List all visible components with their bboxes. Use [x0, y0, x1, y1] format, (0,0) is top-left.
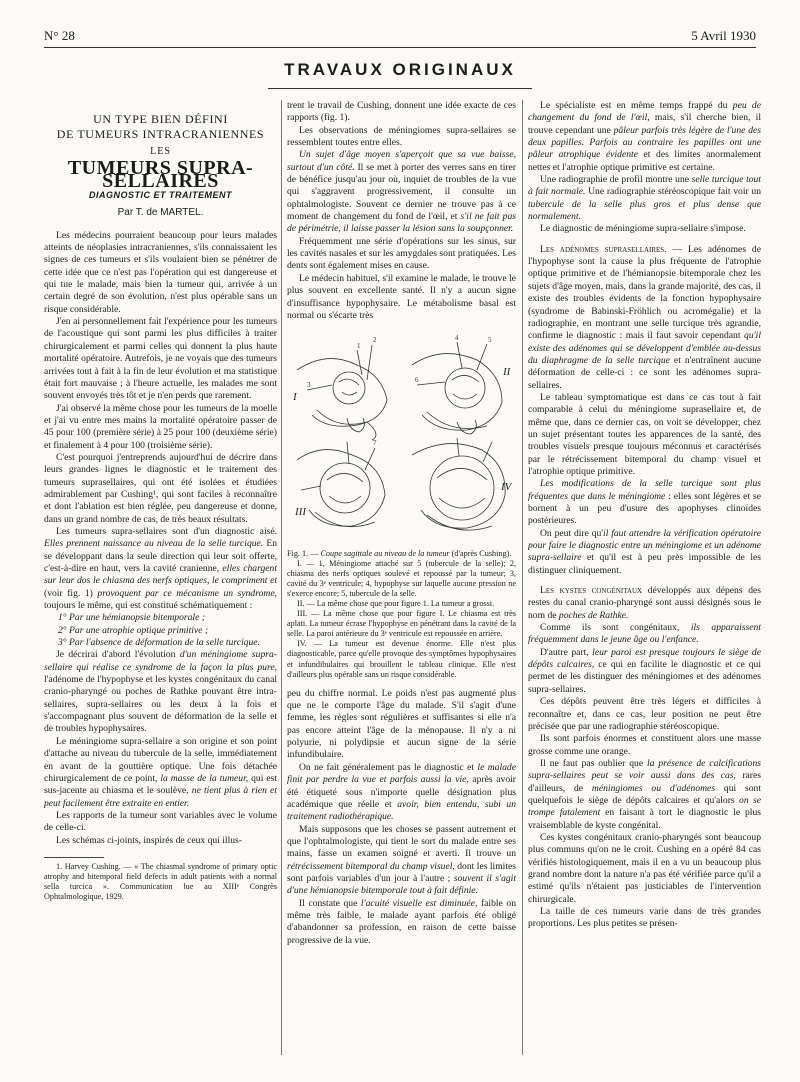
paragraph: peu du chiffre normal. Le poids n'est pas augmenté plus que ne le comporte l'âge du malade. S'il s'agit d'une femme, les règles sont régulières et suffisantes si elle n'a pas encore atteint l'âge de la ménopause. Il n'y a ni polyurie, ni polydipsie et aucun signe de la série infundibulaire. — [287, 687, 516, 761]
list-item: 3° Par l'absence de déformation de la selle turcique. — [58, 637, 260, 649]
list-item: 2° Par une atrophie optique primitive ; — [58, 624, 209, 636]
paragraph: Le médecin habituel, s'il examine le malade, le trouve le plus souvent en excellente santé. Il n'y a aucun signe d'insuffisance hypophysaire. Le métabolisme basal est normal ou s'écarte très — [287, 272, 516, 321]
panel-II-drawing — [412, 342, 502, 434]
paragraph: Les schémas ci-joints, inspirés de ceux qui illus- — [56, 834, 242, 846]
panel-label-IV: IV — [501, 481, 512, 494]
paragraph: Il constate que l'acuité visuelle est diminuée, faible on même très faible, le malade ayant parfois été obligé d'abandonner sa profession, en raison de cette baisse progressive de la vue. — [287, 897, 516, 946]
paragraph: Les rapports de la tumeur sont variables avec le volume de celle-ci. — [44, 809, 277, 834]
fig-num: 5 — [488, 336, 492, 345]
paragraph: On ne fait généralement pas le diagnostic et le malade finit par perdre la vue et parfois aussi la vie, après avoir été étiqueté sous n'importe quelle désignation plus académique que réelle et avoir, bien entendu, subi un traitement radiothérapique. — [287, 761, 516, 823]
issue-date: 5 Avril 1930 — [691, 28, 756, 43]
title-line-2: DE TUMEURS INTRACRANIENNES — [56, 127, 265, 141]
article-author: Par T. de MARTEL. — [117, 207, 204, 219]
paragraph: J'ai observé la même chose pour les tumeurs de la moelle et j'ai vu entre mes mains la mortalité opératoire passer de 45 pour 100 (première série) à 25 pour 100 (deuxième série) et finalement à 4 pour 100 (troisième série). — [44, 402, 277, 451]
issue-number: N° 28 — [44, 28, 75, 43]
paragraph: C'est pourquoi j'entreprends aujourd'hui de décrire dans leurs grandes lignes le diagnostic et le traitement des tumeurs suprasellaires, qui ont été isolées et étudiées admirablement par Cushing¹, qui sont faciles à reconnaître et dont l'ablation est bien réglée, peu dangereuse et donne, dans un grand nombre de cas, de très beaux résultats. — [44, 451, 277, 525]
paragraph: Je décrirai d'abord l'évolution d'un méningiome supra-sellaire qui réalise ce syndrome de la façon la plus pure, l'adénome de l'hypophyse et les kystes congénitaux du canal cranio-pharyngé ou poches de Rathke pouvant être intra-sellaires, supra-sellaires ou les deux à la fois et s'accompagnant plus souvent de déformation de la selle et de troubles hypophysaires. — [44, 649, 277, 735]
paragraph: Le tableau symptomatique est dans ce cas tout à fait comparable à celui du méningiome suprasellaire et, de même que, dans ce dernier cas, on voit se développer, chez un sujet présentant toutes les apparences de la santé, des troubles visuels presque toujours méconnus et caractérisés par le rétrécissement bitemporal du champ visuel et l'atrophie optique primitive. — [528, 391, 761, 477]
panel-I-drawing — [297, 345, 387, 440]
paragraph: trent le travail de Cushing, donnent une idée exacte de ces rapports (fig. 1). — [287, 100, 516, 124]
title-line-1: UN TYPE BIEN DÉFINI — [93, 112, 228, 126]
panel-label-I: I — [293, 391, 297, 404]
column-2 — [287, 100, 516, 1060]
section-title: TRAVAUX ORIGINAUX — [284, 60, 516, 79]
paragraph: Le diagnostic de méningiome supra-sellaire s'impose. — [540, 223, 746, 235]
caption-line: I. — 1, Méningiome attaché sur 5 (tubercule de la selle); 2, chiasma des nerfs optiques soulevé et repoussé par la tumeur; 3, cavité du 3ᵉ ventricule; 4, hypophyse sur laquelle aucune pression ne s'exerce encore; 5, tubercule de la selle. — [287, 558, 516, 598]
paragraph: J'en ai personnellement fait l'expérience pour les tumeurs de l'acoustique qui sont parmi les plus difficiles à traiter chirurgicalement et parmi celles qui donnent la plus haute mortalité opératoire. Autrefois, je ne voyais que des tumeurs arrivées tout à fait à la fin de leur évolution et ma statistique était fort mauvaise ; à l'heure actuelle, les malades me sont souvent envoyés très tôt et je n'en perds que rarement. — [44, 316, 277, 402]
caption-line: III. — La même chose que pour figure I. Le chiasma est très aplati. La tumeur écrase l'hypophyse en pénétrant dans la cavité de la selle. La paroi antérieure du 3ᵉ ventricule est repoussée en arrière. — [287, 609, 516, 639]
fig-num: 3 — [307, 381, 311, 390]
syndrome-list — [44, 612, 277, 649]
footnote: 1. Harvey Cushing. — « The chiasmal syndrome of primary optic atrophy and bitemporal field defects in adult patients with a normal sella turcica ». Communication lue au XIIIᵉ Congrès Ophtalmologique, 1929. — [44, 861, 277, 901]
sagittal-section-diagram — [287, 330, 516, 540]
paragraph: Une radiographie de profil montre une selle turcique tout à fait normale. Une radiographie stéréoscopique fait voir un tubercule de la selle plus gros et plus dense que normalement. — [528, 174, 761, 223]
article-title: TUMEURS SUPRA-SELLAIRES — [67, 157, 254, 192]
fig-num: 2 — [373, 336, 377, 345]
fig-num: 1 — [357, 342, 361, 351]
fig-num: 7 — [373, 439, 377, 448]
caption-line: IV. — La tumeur est devenue énorme. Elle n'est plus diagnosticable, parce qu'elle provoque des symptômes hypophysaires et infundibulaires qui brouillent le tableau clinique. Elle n'est d'ailleurs plus opérable sans un risque considérable. — [287, 639, 516, 679]
article-subtitle: DIAGNOSTIC ET TRAITEMENT — [89, 190, 232, 201]
caption-title: Fig. 1. — Coupe sagittale au niveau de la tumeur (d'après Cushing). — [287, 548, 512, 558]
paragraph: Les adénomes suprasellaires. — Les adénomes de l'hypophyse sont la cause la plus fréquente de l'atrophie optique primitive et de l'hémianopsie bitemporale chez les sujets d'âge moyen, mais, dans la grande majorité, des cas, il existe des troubles évidents de la fonction hypophysaire (syndrome de Babinski-Fröhlich ou acromégalie) et la radiographie, en montrant une selle turcique très agrandie, confirme le diagnostic : mais il faut savoir cependant qu'il existe des adénomes qui se développent d'emblée au-dessus du diaphragme de la selle turcique et n'entraînent aucune déformation de celle-ci : ce sont les adénomes supra-sellaires. — [528, 243, 761, 391]
paragraph: Ces kystes congénitaux cranio-pharyngés sont beaucoup plus communs qu'on ne le croit. Cushing en a opéré 84 cas vérifiés histologiquement, mais il en a vu un beaucoup plus grand nombre dont la nature n'a pas été vérifiée parce qu'il a estimé qu'ils n'étaient pas justiciables de l'intervention chirurgicale. — [528, 831, 761, 905]
title-les: LES — [150, 146, 171, 157]
header-rule — [44, 47, 756, 48]
panel-IV-drawing — [412, 438, 505, 530]
panel-label-II: II — [503, 366, 511, 379]
figure-caption — [287, 549, 516, 680]
paragraph: Les observations de méningiomes supra-sellaires se ressemblent toutes entre elles. — [287, 124, 516, 149]
caption-line: II. — La même chose que pour figure 1. La tumeur a grossi. — [297, 599, 495, 608]
section-rule — [268, 88, 532, 89]
paragraph: Les modifications de la selle turcique sont plus fréquentes que dans le méningiome : elles sont légères et se bornent à un peu d'usure des apophyses clinoïdes postérieures. — [528, 478, 761, 527]
column-divider — [281, 100, 282, 1055]
fig-num: 4 — [455, 334, 459, 343]
column-3 — [528, 100, 761, 1060]
column-divider — [522, 100, 523, 1055]
paragraph: Un sujet d'âge moyen s'aperçoit que sa vue baisse, surtout d'un côté. Il se met à porter des verres sans en tirer de bénéfice jusqu'au jour où, inquiet de troubles de la vue qui s'aggravent progressivement, il consulte un ophtalmologiste. Souvent ce dernier ne trouve pas à ce moment de changement du fond de l'œil, et s'il ne fait pas de périmétrie, il laisse passer la lésion sans la soupçonner. — [287, 149, 516, 235]
fig-num: 6 — [415, 376, 419, 385]
paragraph: Comme ils sont congénitaux, ils apparaissent fréquemment dans le jeune âge ou l'enfance. — [528, 622, 761, 646]
article-title-block — [44, 112, 277, 220]
paragraph: Mais supposons que les choses se passent autrement et que l'ophtalmologiste, qui tient le sort du malade entre ses mains, fasse un examen soigné et averti. Il trouve un rétrécissement bitemporal du champ visuel, dont les limites sont parfois variables d'un jour à l'autre ; souvent il s'agit d'une hémianopsie bitemporale tout à fait définie. — [287, 823, 516, 897]
paragraph: La taille de ces tumeurs varie dans de très grandes proportions. Les plus petites se présen- — [528, 906, 761, 930]
list-item: 1° Par une hémianopsie bitemporale ; — [58, 612, 205, 624]
paragraph: Ils sont parfois énormes et constituent alors une masse grosse comme une orange. — [528, 733, 761, 757]
paragraph: Les kystes congénitaux développés aux dépens des restes du canal cranio-pharyngé sont aussi désignés sous le nom de poches de Rathke. — [528, 585, 761, 621]
column-1 — [44, 100, 277, 1060]
footnote-rule — [44, 857, 104, 858]
paragraph: Fréquemment une série d'opérations sur les sinus, sur les cavités nasales et sur les amygdales sont pratiquées. Les dents sont également mises en cause. — [287, 235, 516, 272]
paragraph: On peut dire qu'il faut attendre la vérification opératoire pour faire le diagnostic entre un méningiome et un adénome supra-sellaire et qu'il est à peu près impossible de les distinguer cliniquement. — [528, 527, 761, 576]
paragraph: Ces dépôts peuvent être très légers et difficiles à reconnaître et, dans ce cas, leur position ne peut être précisée que par une radiographie stéréoscopique. — [528, 696, 761, 732]
paragraph: Les tumeurs supra-sellaires sont d'un diagnostic aisé. Elles prennent naissance au niveau de la selle turcique. En se développant dans la seule direction qui leur soit offerte, c'est-à-dire en haut, vers la cavité cranienne, elles chargent sur leur dos le chiasma des nerfs optiques, le compriment et (voir fig. 1) provoquent par ce mécanisme un syndrome, toujours le même, qui est constitué schématiquement : — [44, 525, 277, 612]
paragraph: D'autre part, leur paroi est presque toujours le siège de dépôts calcaires, ce qui en facilite le diagnostic et ce qui permet de les distinguer des méningiomes et des adénomes supra-sellaires. — [528, 646, 761, 695]
panel-III-drawing — [297, 442, 385, 527]
paragraph: Les médecins pourraient beaucoup pour leurs malades atteints de néoplasies intracraniennes, s'ils connaissaient les signes de ces tumeurs et s'ils voulaient bien se pénétrer de cette idée que ce n'est pas l'opération qui est dangereuse et qui tue le malade, mais bien la tumeur qui, arrivée à un certain degré de son évolution, n'est plus opérable sans un risque considérable. — [44, 229, 277, 315]
panel-label-III: III — [295, 506, 306, 519]
paragraph: Il ne faut pas oublier que la présence de calcifications supra-sellaires peut se voir aussi dans des cas, rares d'ailleurs, de méningiomes ou d'adénomes qui sont quelquefois le siège de dépôts calcaires et qu'alors on se trompe fatalement en faisant à tort le diagnostic le plus vraisemblable de kyste congénital. — [528, 757, 761, 831]
figure-1 — [287, 330, 516, 544]
paragraph: Le méningiome supra-sellaire a son origine et son point d'attache au niveau du tubercule de la selle, immédiatement en avant de la gouttière optique. Une fois détachée chirurgicalement de ce point, la masse de la tumeur, qui est sus-jacente au chiasma et le soulève, ne tient plus à rien et peut facilement être extraite en entier. — [44, 735, 277, 809]
paragraph: Le spécialiste est en même temps frappé du peu de changement du fond de l'œil, mais, s'il cherche bien, il trouve cependant une pâleur parfois très légère de l'une des deux papilles. Parfois au contraire les papilles ont une pâleur atrophique évidente et des limites anormalement nettes et l'atrophie optique primitive est certaine. — [528, 100, 761, 173]
